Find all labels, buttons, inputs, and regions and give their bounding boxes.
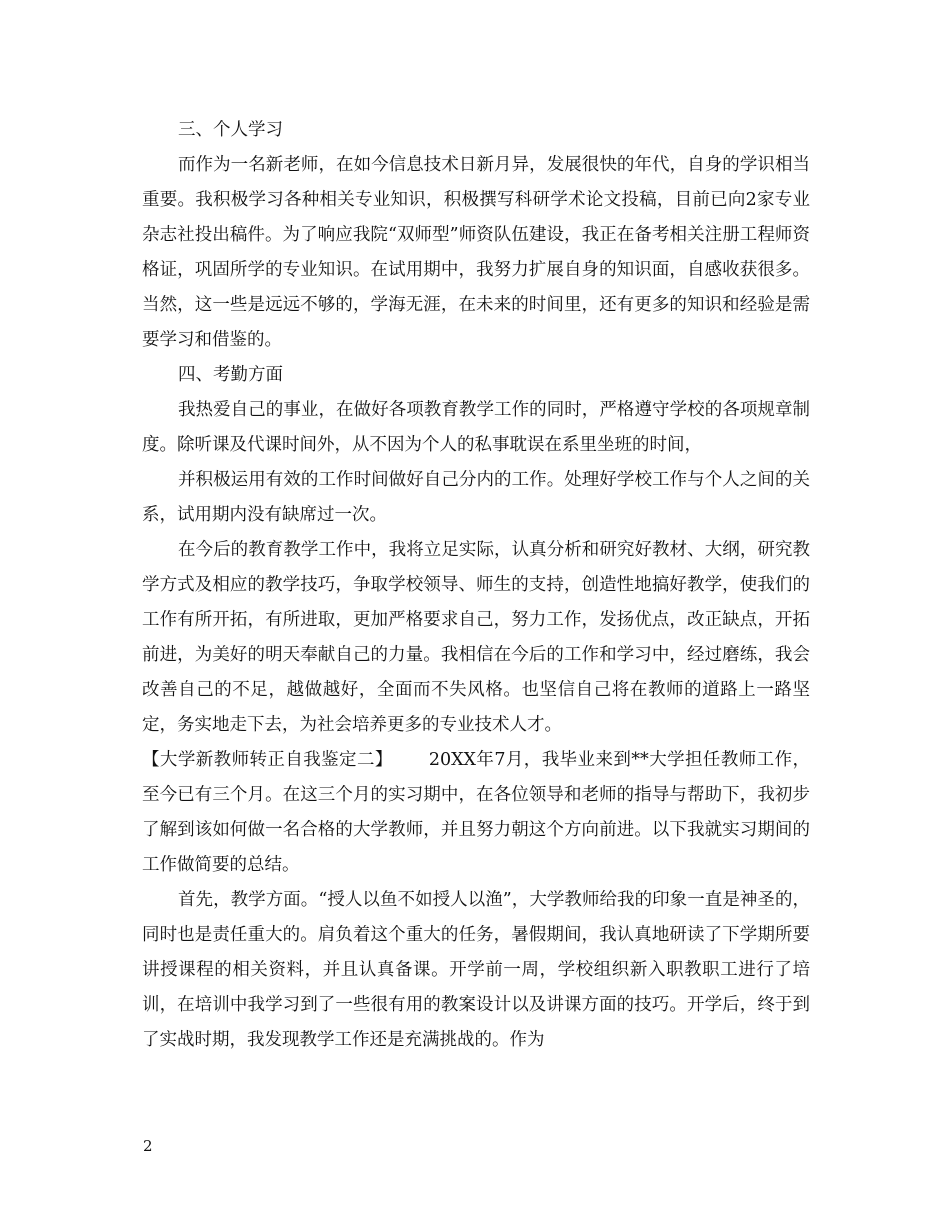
section-heading-attendance: 四、考勤方面 [178, 365, 283, 385]
document-body [142, 113, 810, 1058]
paragraph-personal-study: 而作为一名新老师，在如今信息技术日新月异，发展很快的年代，自身的学识相当重要。我积极学习各种相关专业知识，积极撰写科研学术论文投稿，目前已向2家专业杂志社投出稿件。为了响应我院“双师型”师资队伍建设，我正在备考相关注册工程师资格证，巩固所学的专业知识。在试用期中，我努力扩展自身的知识面，自感收获很多。当然，这一些是远远不够的，学海无涯，在未来的时间里，还有更多的知识和经验是需要学习和借鉴的。 [142, 155, 810, 350]
part-two-title: 【大学新教师转正自我鉴定二】 [142, 750, 393, 770]
paragraph-future-work: 在今后的教育教学工作中，我将立足实际，认真分析和研究好教材、大纲，研究教学方式及相应的教学技巧，争取学校领导、师生的支持，创造性地搞好教学，使我们的工作有所开拓，有所进取，更加严格要求自己，努力工作，发扬优点，改正缺点，开拓前进，为美好的明天奉献自己的力量。我相信在今后的工作和学习中，经过磨练，我会改善自己的不足，越做越好，全面而不失风格。也坚信自己将在教师的道路上一路坚定，务实地走下去，为社会培养更多的专业技术人才。 [142, 540, 810, 735]
paragraph-attendance-2: 并积极运用有效的工作时间做好自己分内的工作。处理好学校工作与个人之间的关系，试用期内没有缺席过一次。 [142, 470, 810, 525]
paragraph-part-two-intro [142, 743, 810, 883]
section-heading-personal-study: 三、个人学习 [178, 120, 283, 140]
page-number: 2 [143, 1137, 153, 1155]
paragraph-attendance-1: 我热爱自己的事业，在做好各项教育教学工作的同时，严格遵守学校的各项规章制度。除听课及代课时间外，从不因为个人的私事耽误在系里坐班的时间， [142, 400, 810, 455]
paragraph-teaching: 首先，教学方面。“授人以鱼不如授人以渔”，大学教师给我的印象一直是神圣的，同时也是责任重大的。肩负着这个重大的任务，暑假期间，我认真地研读了下学期所要讲授课程的相关资料，并且认真备课。开学前一周，学校组织新入职教职工进行了培训，在培训中我学习到了一些很有用的教案设计以及讲课方面的技巧。开学后，终于到了实战时期，我发现教学工作还是充满挑战的。作为 [142, 890, 810, 1050]
part-two-intro-text: 20XX年7月，我毕业来到**大学担任教师工作，至今已有三个月。在这三个月的实习期中，在各位领导和老师的指导与帮助下，我初步了解到该如何做一名合格的大学教师，并且努力朝这个方向前进。以下我就实习期间的工作做简要的总结。 [142, 750, 811, 875]
